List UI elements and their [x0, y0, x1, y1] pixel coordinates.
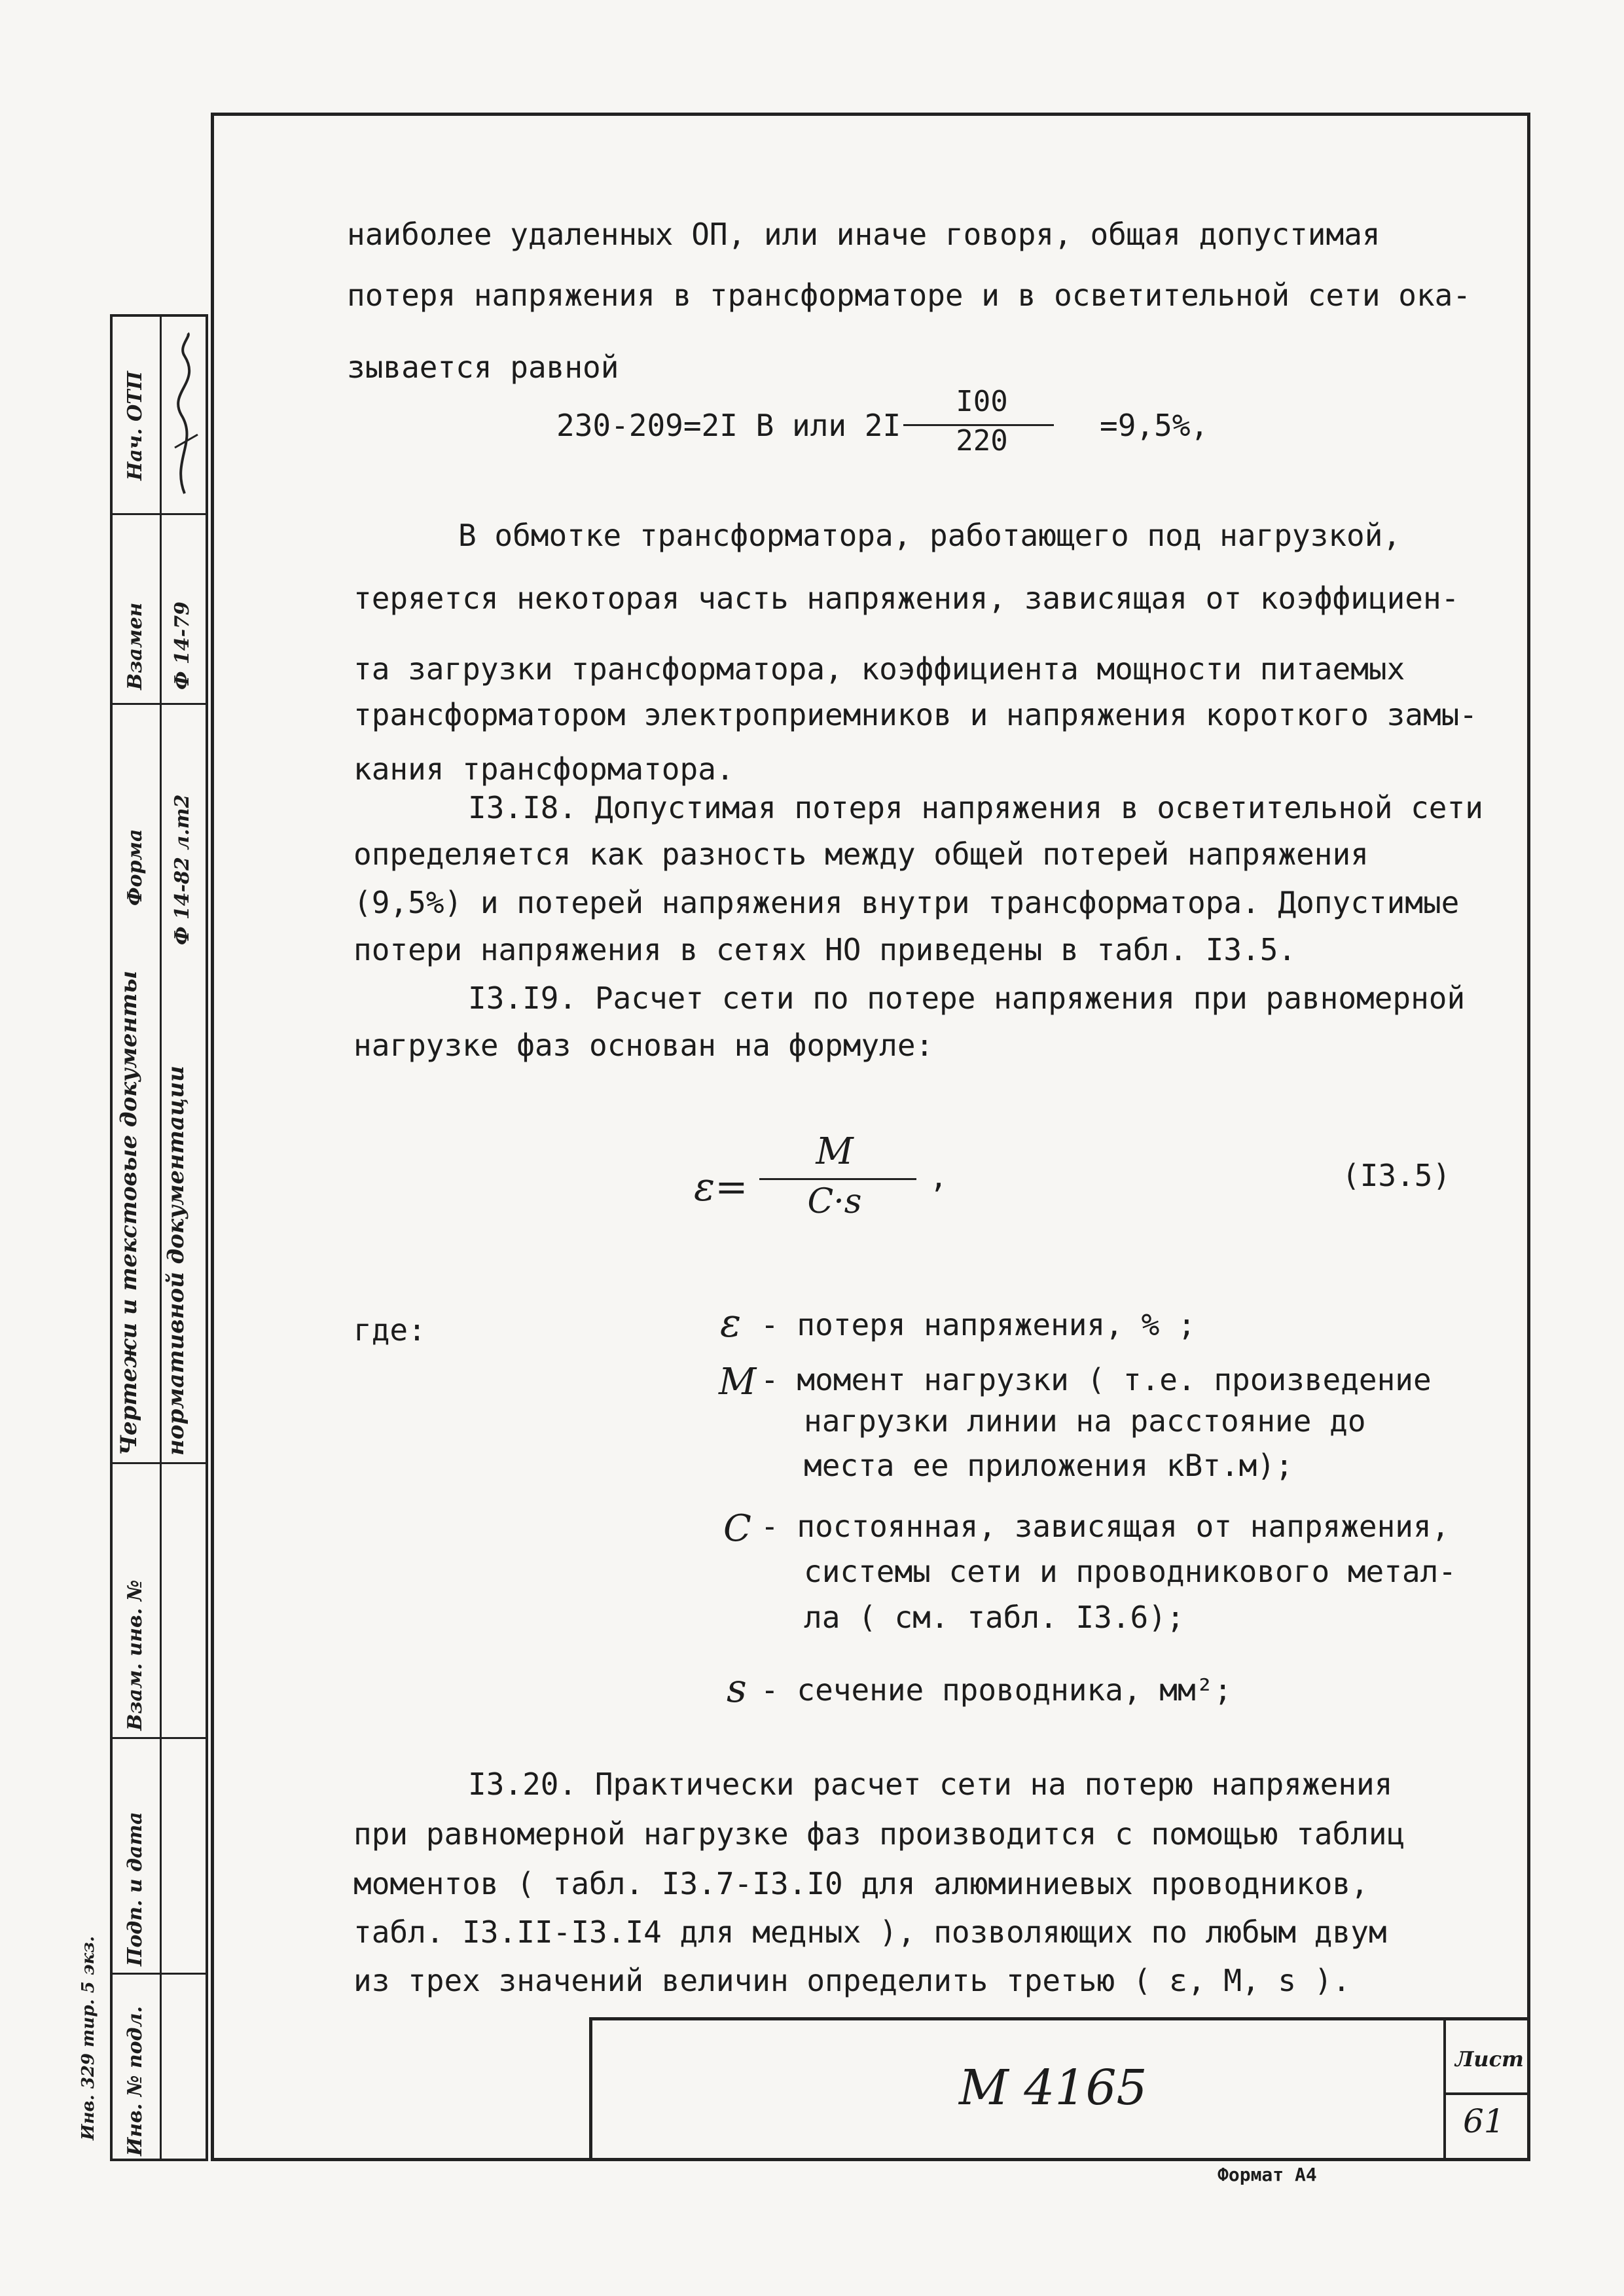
stamp-label-replaced-inv: Взам. инв. №	[124, 1579, 147, 1731]
symbol-m: M	[719, 1361, 757, 1403]
definition-line: нагрузки линии на расстояние до	[804, 1403, 1366, 1439]
definition-line: - сечение проводника, мм²;	[761, 1672, 1233, 1708]
symbol-s: s	[727, 1666, 747, 1712]
stamp-value-replaces: Ф 14-79	[171, 601, 194, 690]
side-divider	[113, 1462, 206, 1464]
stamp-label-replaces: Взамен	[124, 602, 147, 690]
text-line: определяется как разность между общей потерей напряжения	[353, 836, 1369, 872]
stamp-doc-type-1: Чертежи и текстовые документы	[116, 971, 142, 1456]
inventory-note: Инв. 329 тир. 5 экз.	[79, 1936, 98, 2140]
text-line: (9,5%) и потерей напряжения внутри трансформатора. Допустимые	[353, 885, 1460, 920]
text-line: нагрузке фаз основан на формуле:	[353, 1028, 934, 1063]
formula-denominator: C·s	[807, 1182, 862, 1221]
text-line: при равномерной нагрузке фаз производится с помощью таблиц	[353, 1816, 1405, 1852]
side-divider	[113, 703, 206, 705]
signature-icon	[165, 330, 204, 500]
stamp-label-original-inv: Инв. № подл.	[124, 2006, 147, 2156]
text-line: наиболее удаленных ОП, или иначе говоря, общая допустимая	[347, 217, 1380, 252]
stamp-value-form: Ф 14-82 л.т2	[171, 794, 194, 945]
side-stamp	[110, 314, 208, 2161]
text-line: I3.I9. Расчет сети по потере напряжения при равномерной	[468, 980, 1466, 1016]
text-line: та загрузки трансформатора, коэффициента мощности питаемых	[353, 651, 1405, 687]
document-code: М 4165	[959, 2060, 1147, 2116]
format-label: Формат А4	[1218, 2164, 1317, 2185]
side-divider	[113, 1737, 206, 1739]
text-line: кания трансформатора.	[353, 751, 734, 787]
text-line: табл. I3.II-I3.I4 для медных ), позволяющих по любым двум	[353, 1914, 1387, 1950]
text-line: из трех значений величин определить третью ( ε, M, s ).	[353, 1963, 1351, 1998]
text-line: I3.I8. Допустимая потеря напряжения в осветительной сети	[468, 790, 1483, 825]
formula-bar	[759, 1178, 916, 1180]
side-divider	[113, 513, 206, 515]
definition-line: - постоянная, зависящая от напряжения,	[761, 1509, 1450, 1544]
where-label: где:	[353, 1312, 426, 1348]
text-line: зывается равной	[347, 350, 619, 385]
text-line: моментов ( табл. I3.7-I3.I0 для алюминиевых проводников,	[353, 1866, 1369, 1901]
text-line: потери напряжения в сетях НО приведены в табл. I3.5.	[353, 932, 1297, 967]
text-line: трансформатором электроприемников и напряжения короткого замы-	[353, 697, 1478, 732]
definition-line: ла ( см. табл. I3.6);	[804, 1600, 1185, 1635]
formula-numerator: M	[816, 1130, 854, 1173]
title-block	[589, 2017, 1530, 2161]
text-line: теряется некоторая часть напряжения, зависящая от коэффициен-	[353, 581, 1460, 616]
title-block-divider	[1443, 2092, 1530, 2095]
equation-denominator: 220	[956, 424, 1008, 457]
side-divider	[160, 317, 162, 2159]
sheet-label: Лист	[1455, 2047, 1524, 2072]
equation-right: =9,5%,	[1100, 408, 1209, 443]
formula-lhs: ε=	[694, 1164, 748, 1210]
formula-number: (I3.5)	[1342, 1158, 1451, 1193]
equation-left: 230-209=2I В или 2I	[556, 408, 901, 443]
text-line: В обмотке трансформатора, работающего под нагрузкой,	[458, 518, 1401, 553]
stamp-doc-type-2: нормативной документации	[163, 1066, 189, 1456]
definition-line: места ее приложения кВт.м);	[804, 1448, 1293, 1483]
stamp-label-form: Форма	[124, 829, 147, 906]
symbol-epsilon: ε	[720, 1300, 742, 1346]
stamp-label-signature-date: Подп. и дата	[124, 1812, 147, 1966]
definition-line: - потеря напряжения, % ;	[761, 1307, 1196, 1342]
text-line: потеря напряжения в трансформаторе и в осветительной сети ока-	[347, 278, 1471, 313]
definition-line: системы сети и проводникового метал-	[804, 1554, 1456, 1589]
text-line: I3.20. Практически расчет сети на потерю напряжения	[468, 1767, 1393, 1802]
stamp-label-head: Нач. ОТП	[124, 371, 147, 480]
symbol-c: C	[723, 1507, 751, 1550]
title-block-divider	[1443, 2020, 1446, 2161]
formula-comma: ,	[929, 1159, 948, 1194]
definition-line: - момент нагрузки ( т.е. произведение	[761, 1362, 1432, 1397]
side-divider	[113, 1973, 206, 1975]
equation-numerator: I00	[956, 385, 1008, 418]
sheet-number: 61	[1463, 2102, 1505, 2140]
